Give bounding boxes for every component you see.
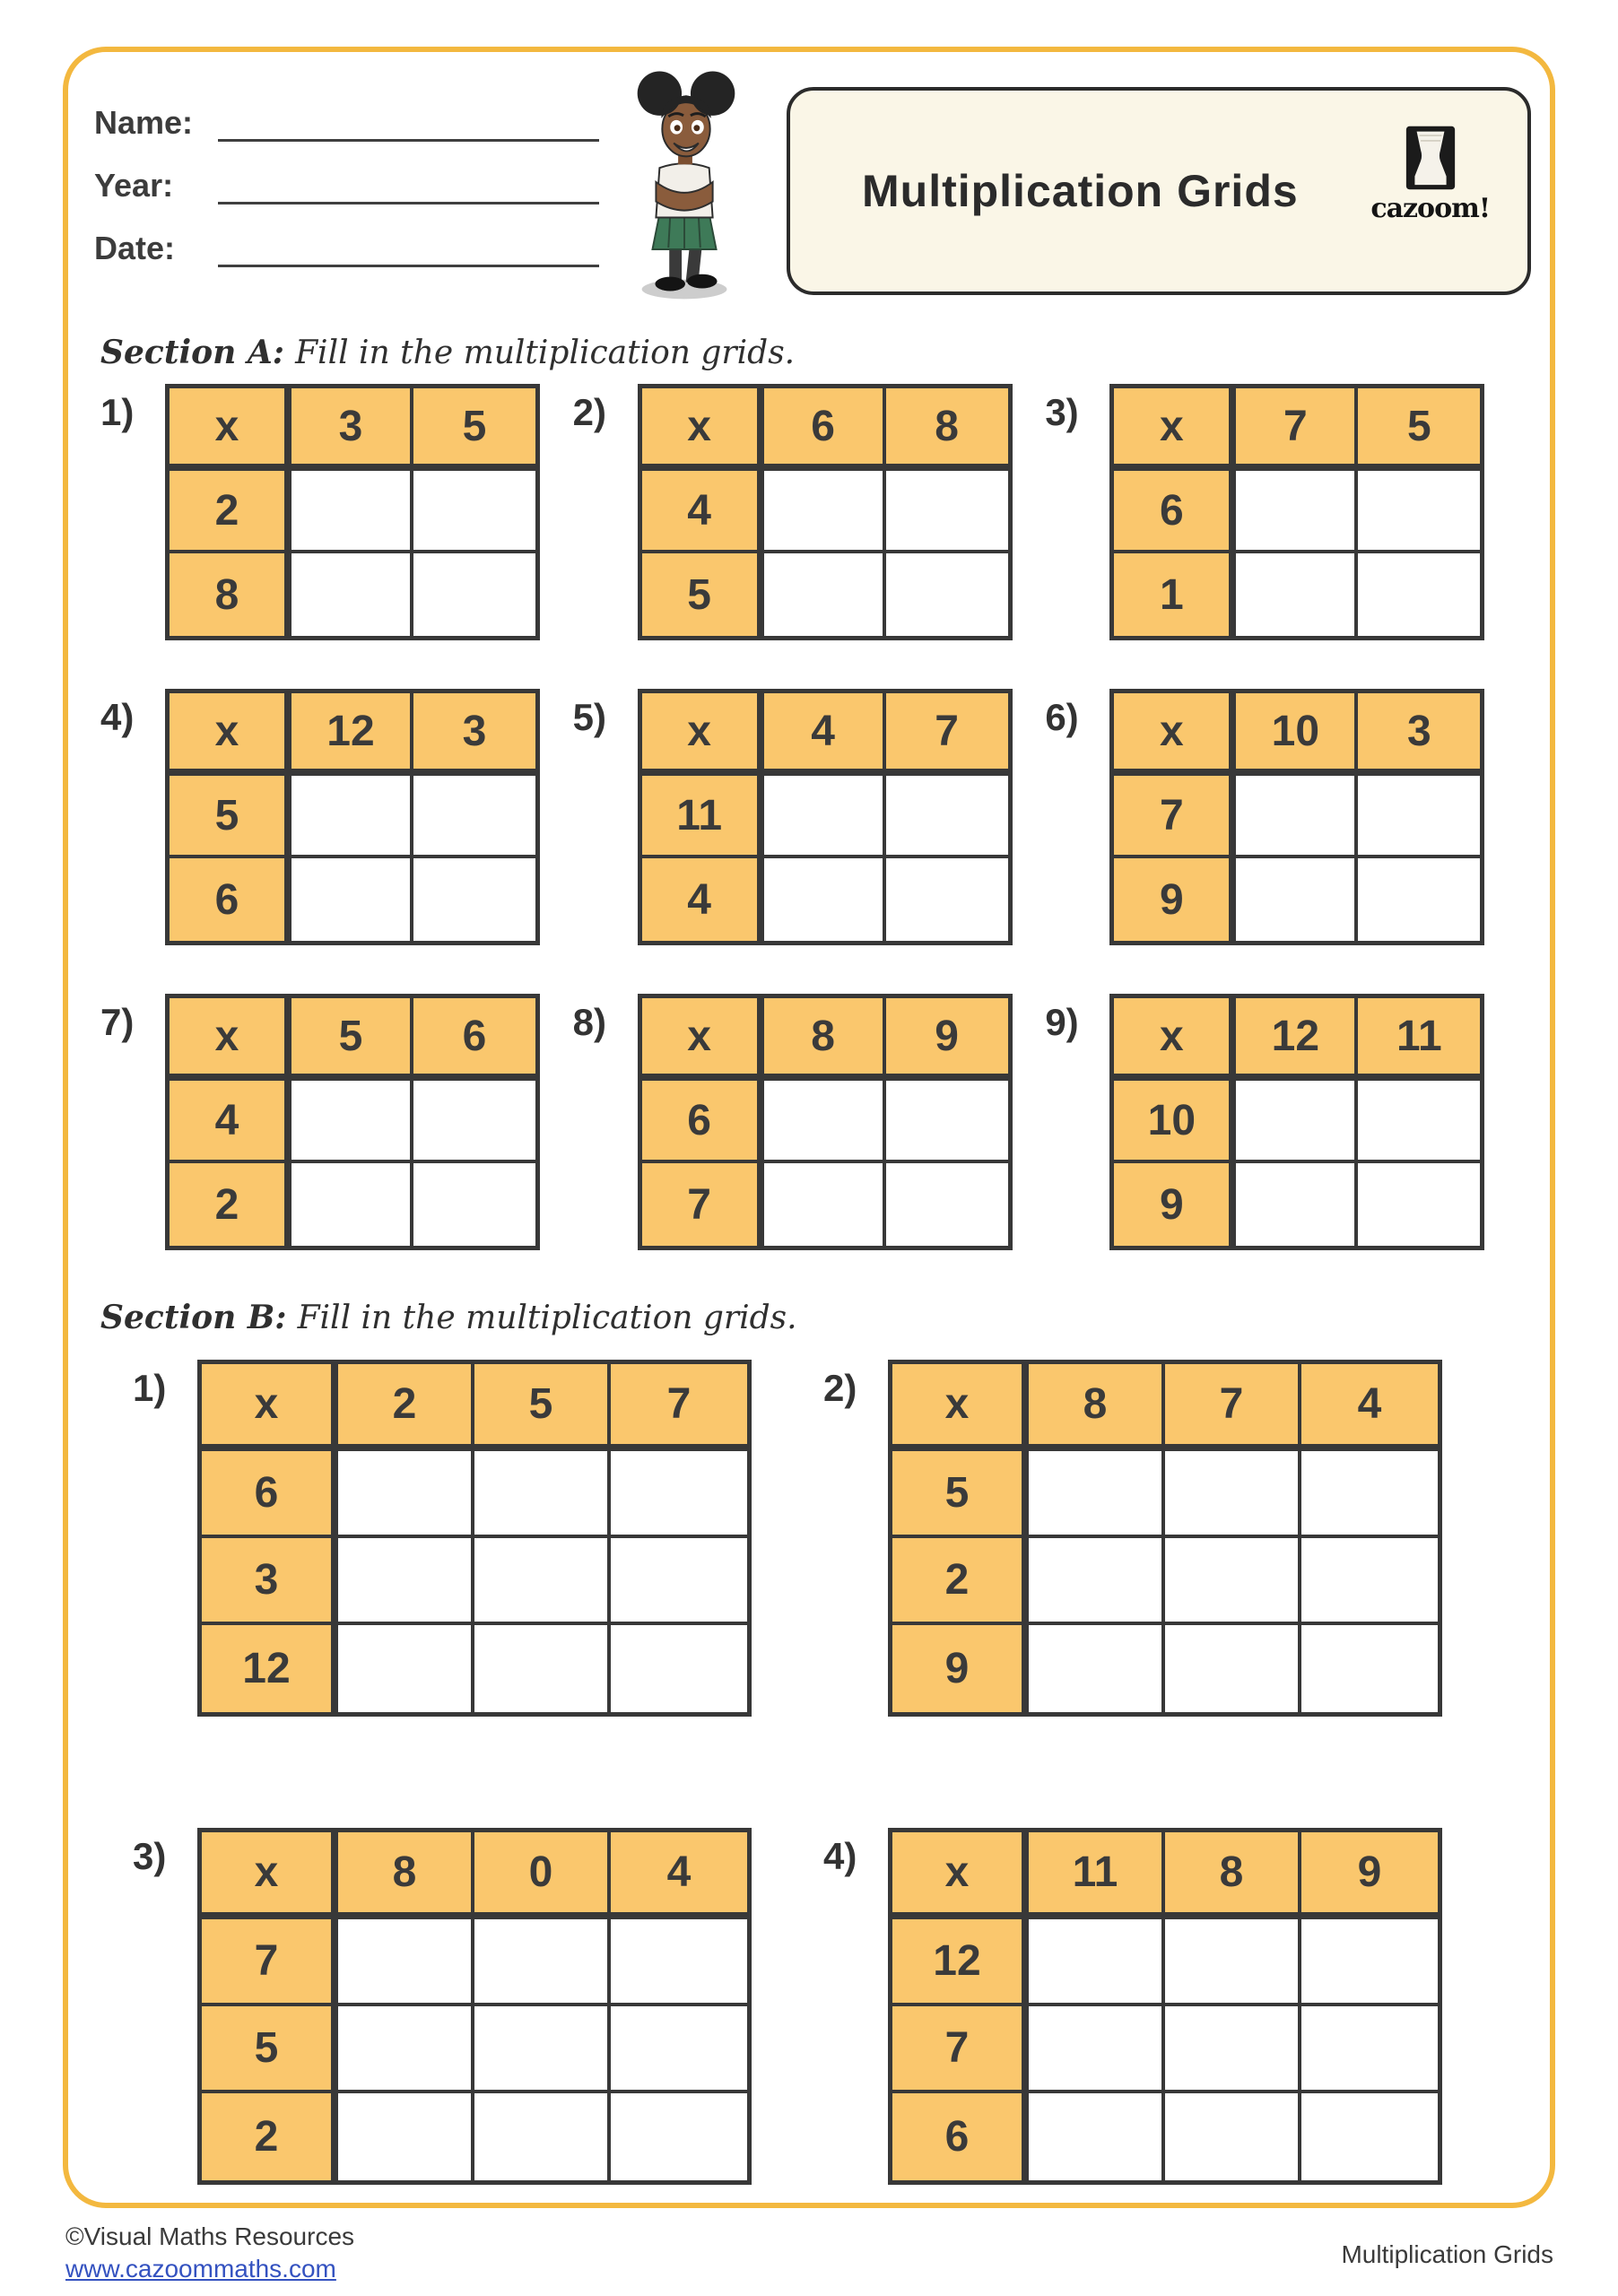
- grid-answer-cell[interactable]: [1029, 1919, 1165, 2006]
- section-b-heading-instruction: Fill in the multiplication grids.: [297, 1300, 797, 1336]
- grid-operator-cell: x: [170, 693, 291, 776]
- year-label: Year:: [94, 167, 174, 204]
- grid-header-cell: 11: [642, 776, 764, 858]
- grid-answer-cell[interactable]: [474, 1538, 611, 1625]
- grid-header-cell: 8: [886, 388, 1008, 471]
- multiplication-grid: [197, 1828, 752, 2185]
- grid-answer-cell[interactable]: [611, 1919, 747, 2006]
- multiplication-grid: [638, 384, 1013, 640]
- cazoom-drum-icon: [1401, 125, 1460, 191]
- grid-answer-cell[interactable]: [886, 858, 1008, 941]
- grid-answer-cell[interactable]: [1236, 471, 1358, 553]
- grid-block: [133, 1828, 823, 2185]
- grid-answer-cell[interactable]: [886, 553, 1008, 636]
- grid-answer-cell[interactable]: [338, 1625, 474, 1712]
- grid-answer-cell[interactable]: [1165, 1625, 1301, 1712]
- grid-answer-cell[interactable]: [291, 553, 413, 636]
- grid-answer-cell[interactable]: [338, 1919, 474, 2006]
- grid-header-cell: 3: [1358, 693, 1480, 776]
- grid-header-cell: 7: [886, 693, 1008, 776]
- grid-header-cell: 2: [338, 1364, 474, 1451]
- grid-operator-cell: x: [642, 388, 764, 471]
- grid-answer-cell[interactable]: [1301, 1625, 1438, 1712]
- grid-operator-cell: x: [170, 998, 291, 1081]
- grid-header-cell: 12: [1236, 998, 1358, 1081]
- grid-block: [573, 994, 1046, 1250]
- grid-header-cell: 0: [474, 1832, 611, 1919]
- grid-answer-cell[interactable]: [1301, 1538, 1438, 1625]
- grid-block: [573, 384, 1046, 640]
- date-label: Date:: [94, 230, 176, 266]
- grid-header-cell: 1: [1114, 553, 1236, 636]
- multiplication-grid: [638, 994, 1013, 1250]
- grid-header-cell: 5: [642, 553, 764, 636]
- grid-header-cell: 5: [413, 388, 535, 471]
- grid-header-cell: 2: [202, 2093, 338, 2180]
- grid-number-label: 1): [133, 1367, 167, 1409]
- grid-answer-cell[interactable]: [611, 2093, 747, 2180]
- section-a-grids: [100, 384, 1518, 1250]
- grid-header-cell: 9: [1301, 1832, 1438, 1919]
- grid-header-cell: 5: [170, 776, 291, 858]
- grid-answer-cell[interactable]: [338, 2093, 474, 2180]
- grid-header-cell: 4: [642, 471, 764, 553]
- grid-header-cell: 6: [170, 858, 291, 941]
- grid-header-cell: 3: [202, 1538, 338, 1625]
- student-character-illustration: [615, 61, 757, 301]
- grid-answer-cell[interactable]: [1029, 1451, 1165, 1538]
- grid-answer-cell[interactable]: [1165, 2006, 1301, 2093]
- year-input-line[interactable]: [218, 169, 599, 204]
- grid-answer-cell[interactable]: [291, 1163, 413, 1246]
- grid-answer-cell[interactable]: [291, 858, 413, 941]
- grid-answer-cell[interactable]: [886, 1163, 1008, 1246]
- grid-number-label: 9): [1045, 1001, 1079, 1043]
- grid-answer-cell[interactable]: [291, 471, 413, 553]
- grid-operator-cell: x: [1114, 693, 1236, 776]
- grid-answer-cell[interactable]: [1358, 553, 1480, 636]
- footer-doc-title: Multiplication Grids: [1341, 2240, 1553, 2268]
- section-b-heading-label: Section B:: [100, 1299, 287, 1336]
- grid-header-cell: 7: [892, 2006, 1029, 2093]
- grid-header-cell: 10: [1236, 693, 1358, 776]
- grid-header-cell: 6: [413, 998, 535, 1081]
- grid-header-cell: 7: [642, 1163, 764, 1246]
- grid-answer-cell[interactable]: [474, 1625, 611, 1712]
- footer-website-link[interactable]: www.cazoommaths.com: [65, 2255, 336, 2283]
- grid-answer-cell[interactable]: [1236, 858, 1358, 941]
- grid-header-cell: 4: [611, 1832, 747, 1919]
- grid-answer-cell[interactable]: [764, 471, 886, 553]
- grid-number-label: 3): [1045, 391, 1079, 433]
- grid-header-cell: 6: [202, 1451, 338, 1538]
- grid-header-cell: 9: [1114, 858, 1236, 941]
- grid-answer-cell[interactable]: [1358, 776, 1480, 858]
- grid-block: [100, 384, 573, 640]
- grid-header-cell: 11: [1029, 1832, 1165, 1919]
- grid-number-label: 4): [100, 696, 135, 738]
- grid-answer-cell[interactable]: [886, 776, 1008, 858]
- grid-block: [823, 1360, 1514, 1717]
- grid-answer-cell[interactable]: [413, 553, 535, 636]
- cazoom-logo-text: cazoom!: [1370, 193, 1490, 224]
- grid-answer-cell[interactable]: [764, 858, 886, 941]
- grid-block: [1045, 384, 1518, 640]
- grid-answer-cell[interactable]: [413, 1163, 535, 1246]
- grid-operator-cell: x: [1114, 388, 1236, 471]
- student-info-fields: [94, 100, 599, 289]
- grid-number-label: 1): [100, 391, 135, 433]
- grid-answer-cell[interactable]: [413, 471, 535, 553]
- grid-operator-cell: x: [642, 693, 764, 776]
- grid-number-label: 2): [823, 1367, 857, 1409]
- grid-answer-cell[interactable]: [1165, 1919, 1301, 2006]
- section-a-heading-label: Section A:: [100, 334, 285, 371]
- name-field-row: [94, 100, 599, 142]
- grid-answer-cell[interactable]: [764, 1081, 886, 1163]
- title-box: [787, 87, 1531, 295]
- multiplication-grid: [1109, 689, 1484, 945]
- grid-answer-cell[interactable]: [1165, 1538, 1301, 1625]
- grid-header-cell: 8: [1029, 1364, 1165, 1451]
- grid-header-cell: 8: [764, 998, 886, 1081]
- grid-operator-cell: x: [642, 998, 764, 1081]
- grid-answer-cell[interactable]: [1029, 2093, 1165, 2180]
- multiplication-grid: [165, 689, 540, 945]
- grid-answer-cell[interactable]: [1358, 1163, 1480, 1246]
- grid-header-cell: 12: [202, 1625, 338, 1712]
- grid-answer-cell[interactable]: [1358, 1081, 1480, 1163]
- grid-answer-cell[interactable]: [413, 858, 535, 941]
- grid-header-cell: 9: [892, 1625, 1029, 1712]
- multiplication-grid: [165, 994, 540, 1250]
- grid-number-label: 3): [133, 1835, 167, 1877]
- grid-header-cell: 5: [1358, 388, 1480, 471]
- grid-answer-cell[interactable]: [1301, 2006, 1438, 2093]
- grid-header-cell: 8: [1165, 1832, 1301, 1919]
- section-b-heading: [100, 1299, 797, 1336]
- grid-operator-cell: x: [202, 1364, 338, 1451]
- grid-number-label: 6): [1045, 696, 1079, 738]
- grid-answer-cell[interactable]: [611, 1451, 747, 1538]
- grid-header-cell: 3: [291, 388, 413, 471]
- grid-header-cell: 6: [892, 2093, 1029, 2180]
- grid-answer-cell[interactable]: [1236, 553, 1358, 636]
- grid-answer-cell[interactable]: [338, 2006, 474, 2093]
- grid-header-cell: 4: [642, 858, 764, 941]
- grid-header-cell: 6: [764, 388, 886, 471]
- grid-header-cell: 6: [642, 1081, 764, 1163]
- multiplication-grid: [1109, 384, 1484, 640]
- grid-answer-cell[interactable]: [474, 2093, 611, 2180]
- grid-answer-cell[interactable]: [474, 2006, 611, 2093]
- grid-header-cell: 4: [1301, 1364, 1438, 1451]
- grid-answer-cell[interactable]: [1236, 776, 1358, 858]
- grid-answer-cell[interactable]: [1165, 1451, 1301, 1538]
- date-input-line[interactable]: [218, 231, 599, 267]
- grid-answer-cell[interactable]: [1358, 858, 1480, 941]
- grid-block: [823, 1828, 1514, 2185]
- grid-answer-cell[interactable]: [338, 1451, 474, 1538]
- grid-answer-cell[interactable]: [1029, 2006, 1165, 2093]
- multiplication-grid: [638, 689, 1013, 945]
- section-b-grids: [133, 1360, 1514, 2185]
- grid-number-label: 2): [572, 391, 607, 433]
- grid-header-cell: 5: [892, 1451, 1029, 1538]
- section-a-heading-instruction: Fill in the multiplication grids.: [295, 335, 796, 371]
- name-label: Name:: [94, 104, 194, 141]
- grid-answer-cell[interactable]: [1301, 1451, 1438, 1538]
- multiplication-grid: [888, 1360, 1442, 1717]
- grid-answer-cell[interactable]: [1236, 1081, 1358, 1163]
- multiplication-grid: [165, 384, 540, 640]
- grid-operator-cell: x: [892, 1832, 1029, 1919]
- multiplication-grid: [888, 1828, 1442, 2185]
- grid-answer-cell[interactable]: [611, 1538, 747, 1625]
- grid-header-cell: 2: [892, 1538, 1029, 1625]
- grid-header-cell: 2: [170, 471, 291, 553]
- grid-header-cell: 12: [291, 693, 413, 776]
- grid-header-cell: 8: [338, 1832, 474, 1919]
- footer-copyright: ©Visual Maths Resources: [65, 2222, 355, 2250]
- grid-answer-cell[interactable]: [1029, 1625, 1165, 1712]
- grid-header-cell: 5: [202, 2006, 338, 2093]
- grid-number-label: 4): [823, 1835, 857, 1877]
- grid-answer-cell[interactable]: [1301, 1919, 1438, 2006]
- grid-answer-cell[interactable]: [1236, 1163, 1358, 1246]
- grid-answer-cell[interactable]: [611, 2006, 747, 2093]
- grid-answer-cell[interactable]: [338, 1538, 474, 1625]
- multiplication-grid: [197, 1360, 752, 1717]
- grid-header-cell: 10: [1114, 1081, 1236, 1163]
- grid-number-label: 8): [572, 1001, 607, 1043]
- grid-header-cell: 7: [1114, 776, 1236, 858]
- grid-answer-cell[interactable]: [611, 1625, 747, 1712]
- grid-header-cell: 8: [170, 553, 291, 636]
- grid-answer-cell[interactable]: [474, 1451, 611, 1538]
- grid-header-cell: 7: [1165, 1364, 1301, 1451]
- grid-operator-cell: x: [1114, 998, 1236, 1081]
- grid-operator-cell: x: [892, 1364, 1029, 1451]
- grid-answer-cell[interactable]: [291, 776, 413, 858]
- name-input-line[interactable]: [218, 106, 599, 142]
- grid-header-cell: 7: [611, 1364, 747, 1451]
- grid-operator-cell: x: [170, 388, 291, 471]
- section-a-heading: [100, 334, 795, 371]
- date-field-row: [94, 226, 599, 267]
- grid-answer-cell[interactable]: [1301, 2093, 1438, 2180]
- grid-header-cell: 7: [202, 1919, 338, 2006]
- grid-answer-cell[interactable]: [413, 1081, 535, 1163]
- grid-header-cell: 9: [886, 998, 1008, 1081]
- grid-block: [1045, 994, 1518, 1250]
- grid-answer-cell[interactable]: [886, 471, 1008, 553]
- grid-block: [1045, 689, 1518, 945]
- grid-answer-cell[interactable]: [1358, 471, 1480, 553]
- grid-header-cell: 6: [1114, 471, 1236, 553]
- grid-header-cell: 4: [764, 693, 886, 776]
- grid-answer-cell[interactable]: [291, 1081, 413, 1163]
- grid-answer-cell[interactable]: [1165, 2093, 1301, 2180]
- cazoom-logo: [1370, 125, 1490, 224]
- grid-header-cell: 4: [170, 1081, 291, 1163]
- year-field-row: [94, 163, 599, 204]
- worksheet-title: Multiplication Grids: [862, 166, 1299, 216]
- grid-operator-cell: x: [202, 1832, 338, 1919]
- grid-answer-cell[interactable]: [1029, 1538, 1165, 1625]
- grid-header-cell: 5: [291, 998, 413, 1081]
- grid-header-cell: 2: [170, 1163, 291, 1246]
- grid-answer-cell[interactable]: [764, 776, 886, 858]
- grid-block: [100, 689, 573, 945]
- grid-answer-cell[interactable]: [413, 776, 535, 858]
- grid-header-cell: 11: [1358, 998, 1480, 1081]
- grid-header-cell: 12: [892, 1919, 1029, 2006]
- grid-number-label: 5): [572, 696, 607, 738]
- grid-answer-cell[interactable]: [886, 1081, 1008, 1163]
- grid-answer-cell[interactable]: [764, 1163, 886, 1246]
- grid-block: [573, 689, 1046, 945]
- grid-block: [100, 994, 573, 1250]
- grid-answer-cell[interactable]: [764, 553, 886, 636]
- grid-header-cell: 7: [1236, 388, 1358, 471]
- grid-answer-cell[interactable]: [474, 1919, 611, 2006]
- multiplication-grid: [1109, 994, 1484, 1250]
- grid-number-label: 7): [100, 1001, 135, 1043]
- grid-header-cell: 3: [413, 693, 535, 776]
- grid-block: [133, 1360, 823, 1717]
- grid-header-cell: 5: [474, 1364, 611, 1451]
- grid-header-cell: 9: [1114, 1163, 1236, 1246]
